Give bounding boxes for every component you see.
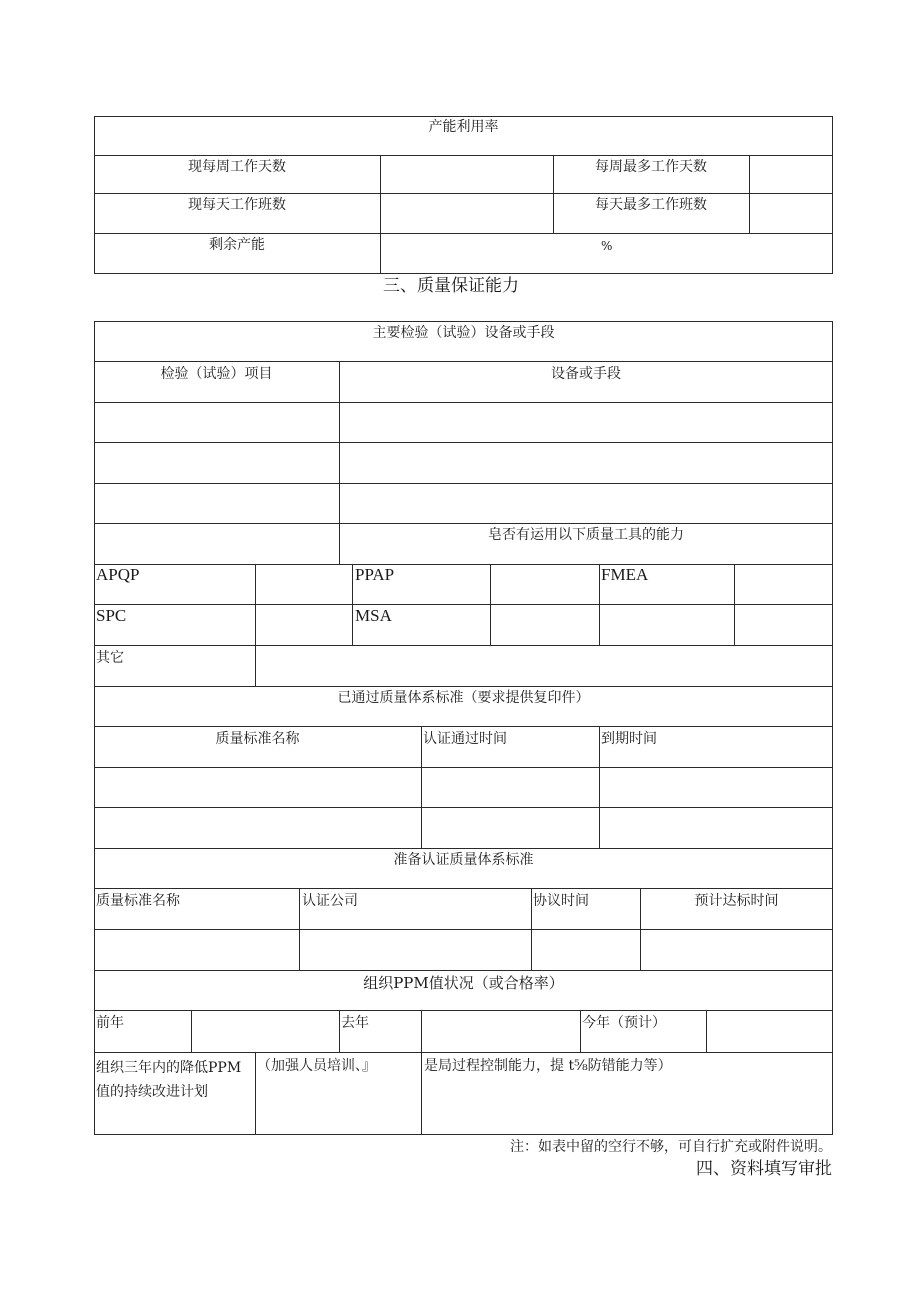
planned-company-input[interactable] xyxy=(300,930,531,970)
planned-target-input[interactable] xyxy=(641,930,832,970)
passed-expiry-header: 到期时间 xyxy=(601,731,657,747)
section4-heading: 四、资料填写审批 xyxy=(696,1159,832,1179)
daily-shifts-label: 现每天工作班数 xyxy=(188,197,286,213)
table-note: 注：如表中留的空行不够，可自行扩充或附件说明。 xyxy=(510,1139,832,1155)
passed-standard-name-header: 质量标准名称 xyxy=(215,731,300,747)
quality-divider xyxy=(94,686,833,687)
capacity-title: 产能利用率 xyxy=(428,119,499,135)
tool-fmea-label: FMEA xyxy=(601,565,649,584)
tool-spc-value[interactable] xyxy=(256,605,352,645)
quality-divider xyxy=(255,1052,256,1135)
tool-msa-label: MSA xyxy=(355,606,392,625)
quality-divider xyxy=(94,888,833,889)
inspection-equipment-input[interactable] xyxy=(340,484,832,523)
ppm-plan-mid-text: （加强人员培训、』 xyxy=(257,1058,376,1074)
ppm-plan-right-text: 是局过程控制能力，提 t⅝防错能力等） xyxy=(424,1058,672,1074)
tool-ppap-label: PPAP xyxy=(355,565,395,584)
passed-standard-input[interactable] xyxy=(95,768,421,807)
planned-agreement-time-header: 协议时间 xyxy=(533,893,589,909)
quality-divider xyxy=(94,604,833,605)
tool-spc-label: SPC xyxy=(96,606,127,625)
inspection-item-header: 检验（试验）项目 xyxy=(160,366,273,382)
ppm-year-before-last-label: 前年 xyxy=(96,1015,124,1031)
ppm-last-year-label: 去年 xyxy=(341,1015,369,1031)
quality-tools-question: 皂否有运用以下质量工具的能力 xyxy=(488,527,684,543)
tool-ppap-value[interactable] xyxy=(491,565,599,604)
tool-apqp-label: APQP xyxy=(96,565,140,584)
passed-expiry-input[interactable] xyxy=(600,808,832,848)
quality-divider xyxy=(421,1052,422,1135)
ppm-this-year-label: 今年（预计） xyxy=(582,1015,666,1031)
tool-apqp-value[interactable] xyxy=(256,565,352,604)
passed-cert-time-input[interactable] xyxy=(422,808,599,848)
planned-standard-input[interactable] xyxy=(95,930,299,970)
inspection-title: 主要检验（试验）设备或手段 xyxy=(372,325,555,341)
ppm-year-before-last-value[interactable] xyxy=(192,1011,339,1052)
inspection-item-input[interactable] xyxy=(95,524,339,564)
max-weekly-days-value[interactable] xyxy=(750,156,832,193)
section3-heading: 三、质量保证能力 xyxy=(383,276,519,296)
passed-systems-title: 已通过质量体系标准（要求提供复印件） xyxy=(337,690,590,706)
quality-divider xyxy=(580,1010,581,1052)
passed-cert-time-input[interactable] xyxy=(422,768,599,807)
weekly-days-value[interactable] xyxy=(381,156,553,193)
max-weekly-days-label: 每周最多工作天数 xyxy=(595,159,707,175)
tool-msa-value[interactable] xyxy=(491,605,599,645)
max-daily-shifts-value[interactable] xyxy=(750,194,832,233)
passed-expiry-input[interactable] xyxy=(600,768,832,807)
inspection-item-input[interactable] xyxy=(95,484,339,523)
quality-divider xyxy=(94,564,833,565)
remaining-capacity-unit: % xyxy=(601,239,613,253)
ppm-plan-label: 组织三年内的降低PPM值的持续改进计划 xyxy=(96,1060,242,1100)
inspection-item-input[interactable] xyxy=(95,403,339,442)
inspection-equipment-input[interactable] xyxy=(340,403,832,442)
remaining-capacity-label: 剩余产能 xyxy=(209,237,265,253)
quality-divider xyxy=(94,970,833,971)
inspection-equipment-input[interactable] xyxy=(340,443,832,483)
tool-other-label: 其它 xyxy=(96,650,124,666)
tool-fmea-value[interactable] xyxy=(735,565,832,604)
planned-target-time-header: 预计达标时间 xyxy=(694,893,779,909)
quality-divider xyxy=(94,361,833,362)
quality-divider xyxy=(352,564,353,645)
inspection-equipment-header: 设备或手段 xyxy=(551,366,621,382)
planned-agreement-input[interactable] xyxy=(532,930,640,970)
planned-systems-title: 准备认证质量体系标准 xyxy=(393,852,534,868)
quality-divider xyxy=(94,848,833,849)
tool-other-value[interactable] xyxy=(256,646,832,686)
planned-standard-name-header: 质量标准名称 xyxy=(96,893,180,909)
daily-shifts-value[interactable] xyxy=(381,194,553,233)
ppm-last-year-value[interactable] xyxy=(422,1011,580,1052)
capacity-divider xyxy=(94,233,833,234)
ppm-title: 组织PPM值状况（或合格率） xyxy=(363,974,564,992)
weekly-days-label: 现每周工作天数 xyxy=(188,159,286,175)
quality-divider xyxy=(94,1052,833,1053)
inspection-item-input[interactable] xyxy=(95,443,339,483)
ppm-this-year-value[interactable] xyxy=(707,1011,832,1052)
passed-cert-time-header: 认证通过时间 xyxy=(423,731,507,747)
quality-divider xyxy=(599,564,600,645)
quality-divider xyxy=(339,1010,340,1052)
max-daily-shifts-label: 每天最多工作班数 xyxy=(595,197,707,213)
quality-divider xyxy=(94,726,833,727)
passed-standard-input[interactable] xyxy=(95,808,421,848)
planned-cert-company-header: 认证公司 xyxy=(302,893,358,909)
